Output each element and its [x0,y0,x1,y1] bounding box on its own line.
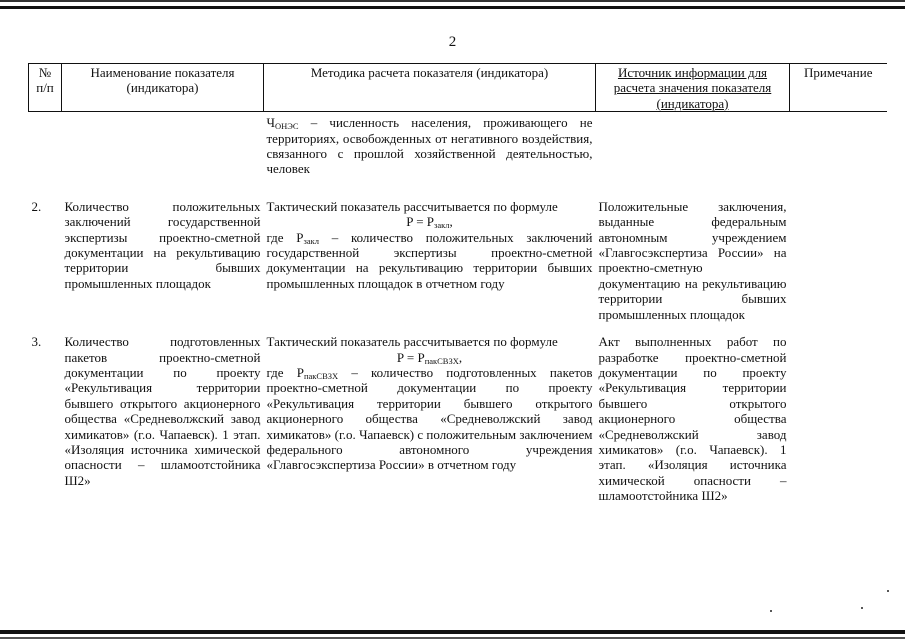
symbol-chons: Ч [266,115,275,131]
scan-speck [861,607,863,609]
top-rule [0,6,905,9]
table-row [29,199,887,334]
header-note: Примечание [790,64,887,112]
page-number: 2 [448,34,457,50]
scan-speck [770,610,772,612]
formula-end: , [449,214,453,230]
where-sub: пакСВЗХ [303,370,339,381]
bottom-rule [0,630,905,634]
formula [267,214,593,229]
header-calculation-method: Методика расчета показателя (индикатора) [264,64,596,112]
indicator-name: Количество подготовленных пакетов проектно-сметной документации по проекту «Рекультивация территории бывшего открытого акционерного общества «Средневолжский завод химикатов» (г.о. Чапаевск). 1 этап. «Изоляция источника химической опасности – шламоотстойника Ш2» [64,334,261,488]
formula-sub: закл [434,220,450,231]
scan-speck [887,590,889,592]
indicators-table [28,63,887,504]
note [790,334,887,503]
formula-end: , [458,349,463,365]
information-source: Положительные заключения, выданные федеральным автономным учреждением «Главгосэкспертиза России» на проектно-сметную документацию на рекультивацию территории бывших промышленных площадок [598,198,787,322]
cell-empty [790,112,887,199]
method-intro: Тактический показатель рассчитывается по формуле [266,334,558,350]
table-row-continuation [29,112,887,199]
where-text: – количество подготовленных пакетов проектно-сметной документации по проекту «Рекультивация территории бывшего открытого акционерного общества «Средневолжский завод химикатов» (г.о. Чапаевск) с положительным заключением федерального автономного учреждения «Главгосэкспертиза России» в отчетном году [266,364,593,473]
note [790,199,887,334]
where-sub: закл [303,235,320,246]
cell-continuation-method [264,112,596,199]
where-text: – количество положительных заключений государственной экспертизы проектно-сметной документации на рекультивацию территории бывших промышленных площадок в отчетном году [266,229,593,291]
row-number: 2. [31,198,42,214]
table-row [29,334,887,503]
where-prefix: где P [266,364,304,380]
header-number: № п/п [29,64,62,112]
formula [267,350,593,365]
method-intro: Тактический показатель рассчитывается по формуле [266,198,558,214]
header-indicator-name: Наименование показателя (индикатора) [62,64,264,112]
calculation-method [264,199,596,334]
cell-empty [29,112,62,199]
header-information-source [596,64,790,112]
header-information-source-text: Источник информации для расчета значения показателя (индикатора) [613,65,772,111]
information-source: Акт выполненных работ по разработке проектно-сметной документации по проекту «Рекультивация территории бывшего открытого акционерного общества «Средневолжский завод химикатов» (г.о. Чапаевск). 1 этап. «Изоляция источника химической опасности – шламоотстойника Ш2» [598,334,787,504]
formula-lhs: P = P [406,214,435,230]
bottom-edge-rule [0,637,905,639]
formula-sub: пакСВЗХ [424,355,459,366]
continuation-text: – численность населения, проживающего не территориях, освобожденных от негативного воздействия, связанного с прошлой хозяйственной деятельностью, человек [266,115,593,177]
table-body [29,112,887,504]
indicator-name: Количество положительных заключений государственной экспертизы проектно-сметной документации на рекультивацию территории бывших промышленных площадок [64,198,261,291]
formula-lhs: P = P [396,349,425,365]
cell-empty [596,112,790,199]
cell-empty [62,112,264,199]
header-row [29,64,887,112]
where-prefix: где P [266,229,304,245]
symbol-chons-sub: ОНЭС [274,121,299,132]
top-edge-rule [0,0,905,2]
table-header [29,64,887,112]
calculation-method [264,334,596,503]
row-number: 3. [31,334,42,350]
